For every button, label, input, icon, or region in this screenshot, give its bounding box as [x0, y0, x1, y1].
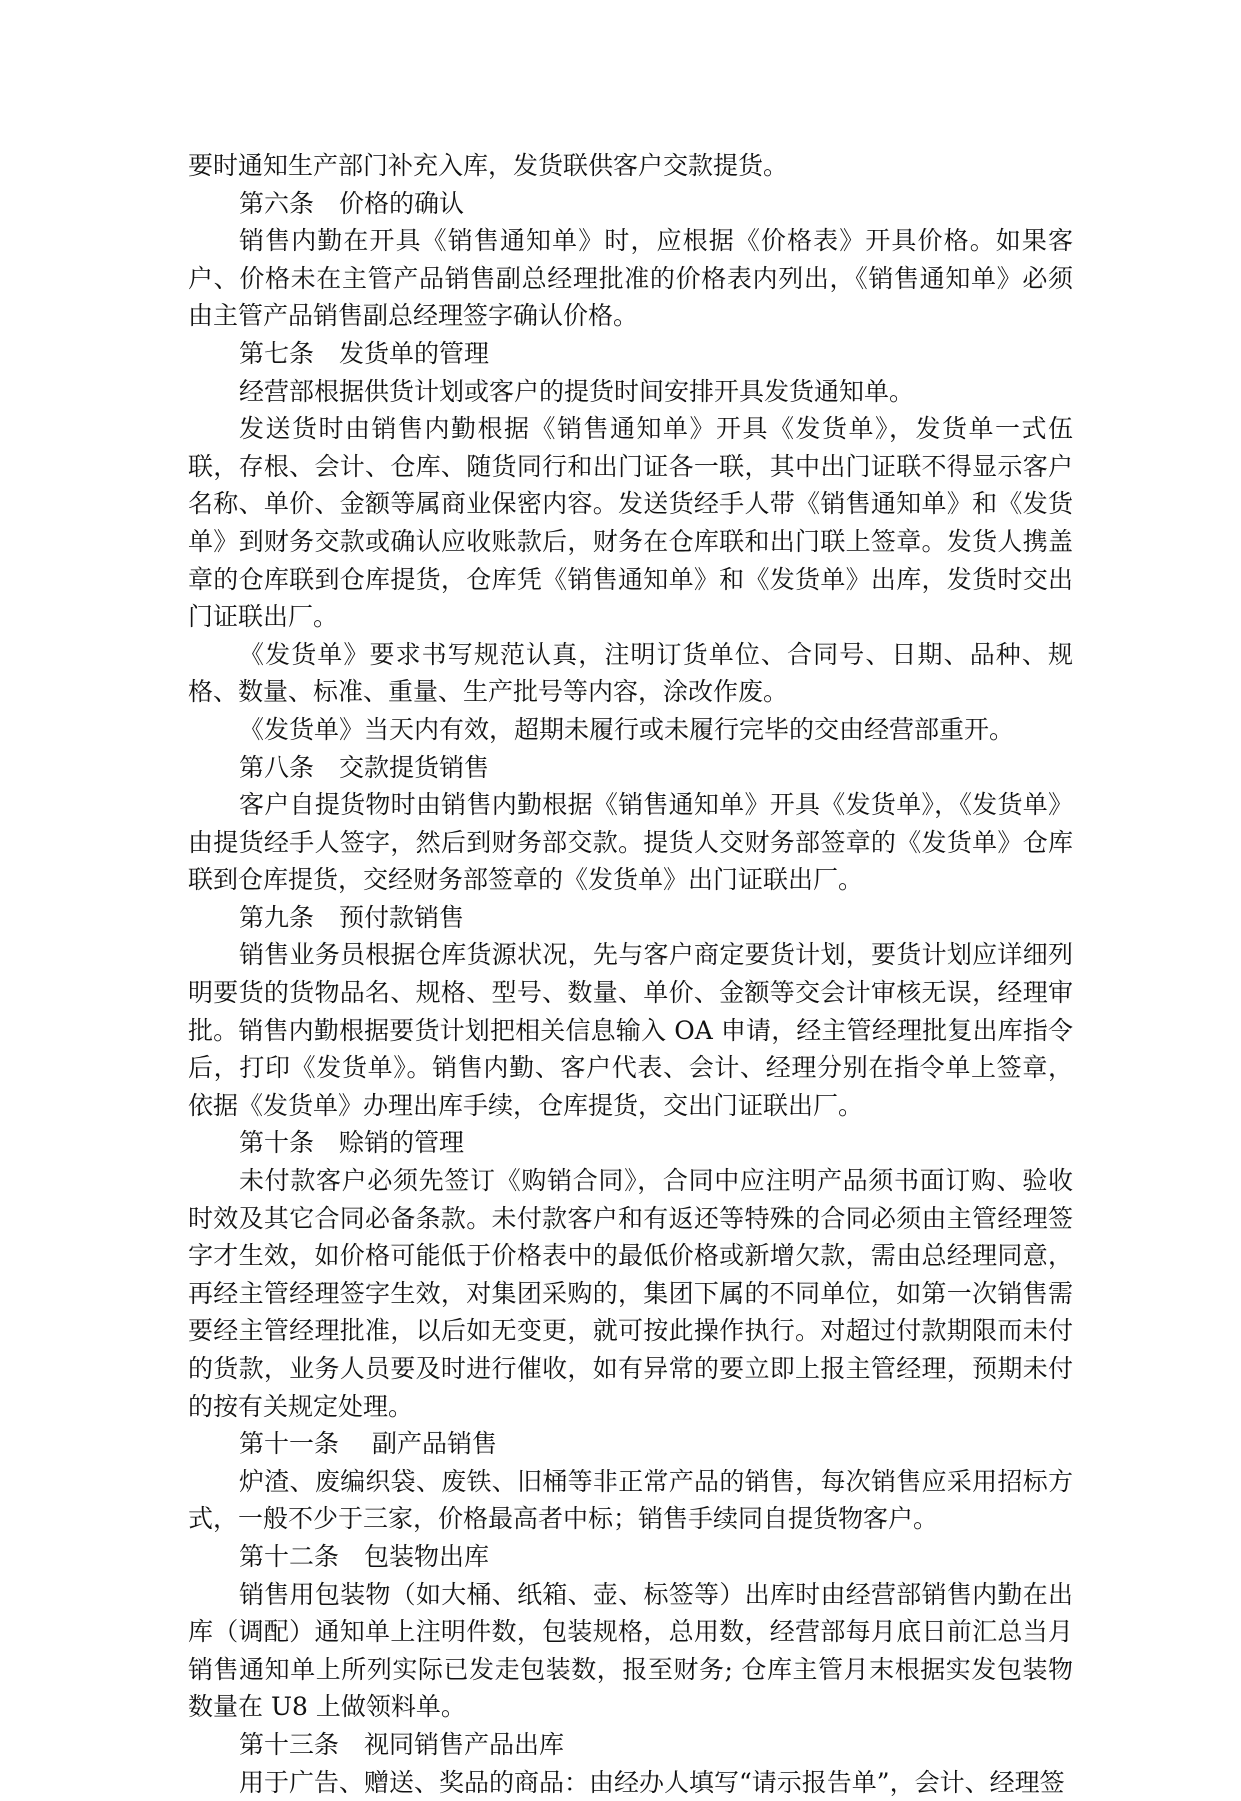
- article-11-heading: 第十一条 副产品销售: [239, 1429, 497, 1459]
- article-7-heading: 第七条 发货单的管理: [239, 338, 490, 368]
- article-8-paragraph: 客户自提货物时由销售内勤根据《销售通知单》开具《发货单》，《发货单》由提货经手人签字，然后到财务部交款。提货人交财务部签章的《发货单》仓库联到仓库提货，交经财务部签章的《发货单》出门证联出厂。: [188, 790, 1073, 895]
- document-body: [188, 147, 1073, 1801]
- article-7-paragraph-3: 《发货单》要求书写规范认真，注明订货单位、合同号、日期、品种、规格、数量、标准、重量、生产批号等内容，涂改作废。: [188, 639, 1073, 707]
- article-10-paragraph: 未付款客户必须先签订《购销合同》，合同中应注明产品须书面订购、验收时效及其它合同必备条款。未付款客户和有返还等特殊的合同必须由主管经理签字才生效，如价格可能低于价格表中的最低价格或新增欠款，需由总经理同意，再经主管经理签字生效，对集团采购的，集团下属的不同单位，如第一次销售需要经主管经理批准，以后如无变更，就可按此操作执行。对超过付款期限而未付的货款，业务人员要及时进行催收，如有异常的要立即上报主管经理，预期未付的按有关规定处理。: [188, 1166, 1073, 1421]
- article-10-heading: 第十条 赊销的管理: [239, 1128, 465, 1158]
- article-12-heading: 第十二条 包装物出库: [239, 1541, 490, 1571]
- article-7-paragraph-2: 发送货时由销售内勤根据《销售通知单》开具《发货单》，发货单一式伍联，存根、会计、仓库、随货同行和出门证各一联，其中出门证联不得显示客户名称、单价、金额等属商业保密内容。发送货经手人带《销售通知单》和《发货单》到财务交款或确认应收账款后，财务在仓库联和出门联上签章。发货人携盖章的仓库联到仓库提货，仓库凭《销售通知单》和《发货单》出库，发货时交出门证联出厂。: [188, 414, 1073, 632]
- article-12-paragraph: 销售用包装物（如大桶、纸箱、壶、标签等）出库时由经营部销售内勤在出库（调配）通知单上注明件数，包装规格，总用数，经营部每月底日前汇总当月销售通知单上所列实际已发走包装数，报至财务; 仓库主管月末根据实发包装物数量在 U8 上做领料单。: [188, 1579, 1073, 1722]
- article-8-heading: 第八条 交款提货销售: [239, 752, 490, 782]
- article-9-heading: 第九条 预付款销售: [239, 902, 465, 932]
- article-7-paragraph-4: 《发货单》当天内有效，超期未履行或未履行完毕的交由经营部重开。: [239, 714, 1015, 744]
- article-13-paragraph: 用于广告、赠送、奖品的商品：由经办人填写“请示报告单”，会计、经理签: [239, 1767, 1065, 1797]
- article-9-paragraph: 销售业务员根据仓库货源状况，先与客户商定要货计划，要货计划应详细列明要货的货物品名、规格、型号、数量、单价、金额等交会计审核无误，经理审批。销售内勤根据要货计划把相关信息输入 OA 申请，经主管经理批复出库指令后，打印《发货单》。销售内勤、客户代表、会计、经理分别在指令单上签章，依据《发货单》办理出库手续，仓库提货，交出门证联出厂。: [188, 940, 1073, 1120]
- article-11-paragraph: 炉渣、废编织袋、废铁、旧桶等非正常产品的销售，每次销售应采用招标方式，一般不少于三家，价格最高者中标；销售手续同自提货物客户。: [188, 1466, 1073, 1534]
- article-7-paragraph-1: 经营部根据供货计划或客户的提货时间安排开具发货通知单。: [239, 376, 915, 406]
- paragraph-continuation: 要时通知生产部门补充入库，发货联供客户交款提货。: [188, 151, 789, 180]
- article-6-heading: 第六条 价格的确认: [239, 188, 465, 218]
- article-13-heading: 第十三条 视同销售产品出库: [239, 1729, 565, 1759]
- article-6-paragraph: 销售内勤在开具《销售通知单》时，应根据《价格表》开具价格。如果客户、价格未在主管产品销售副总经理批准的价格表内列出，《销售通知单》必须由主管产品销售副总经理签字确认价格。: [188, 226, 1073, 331]
